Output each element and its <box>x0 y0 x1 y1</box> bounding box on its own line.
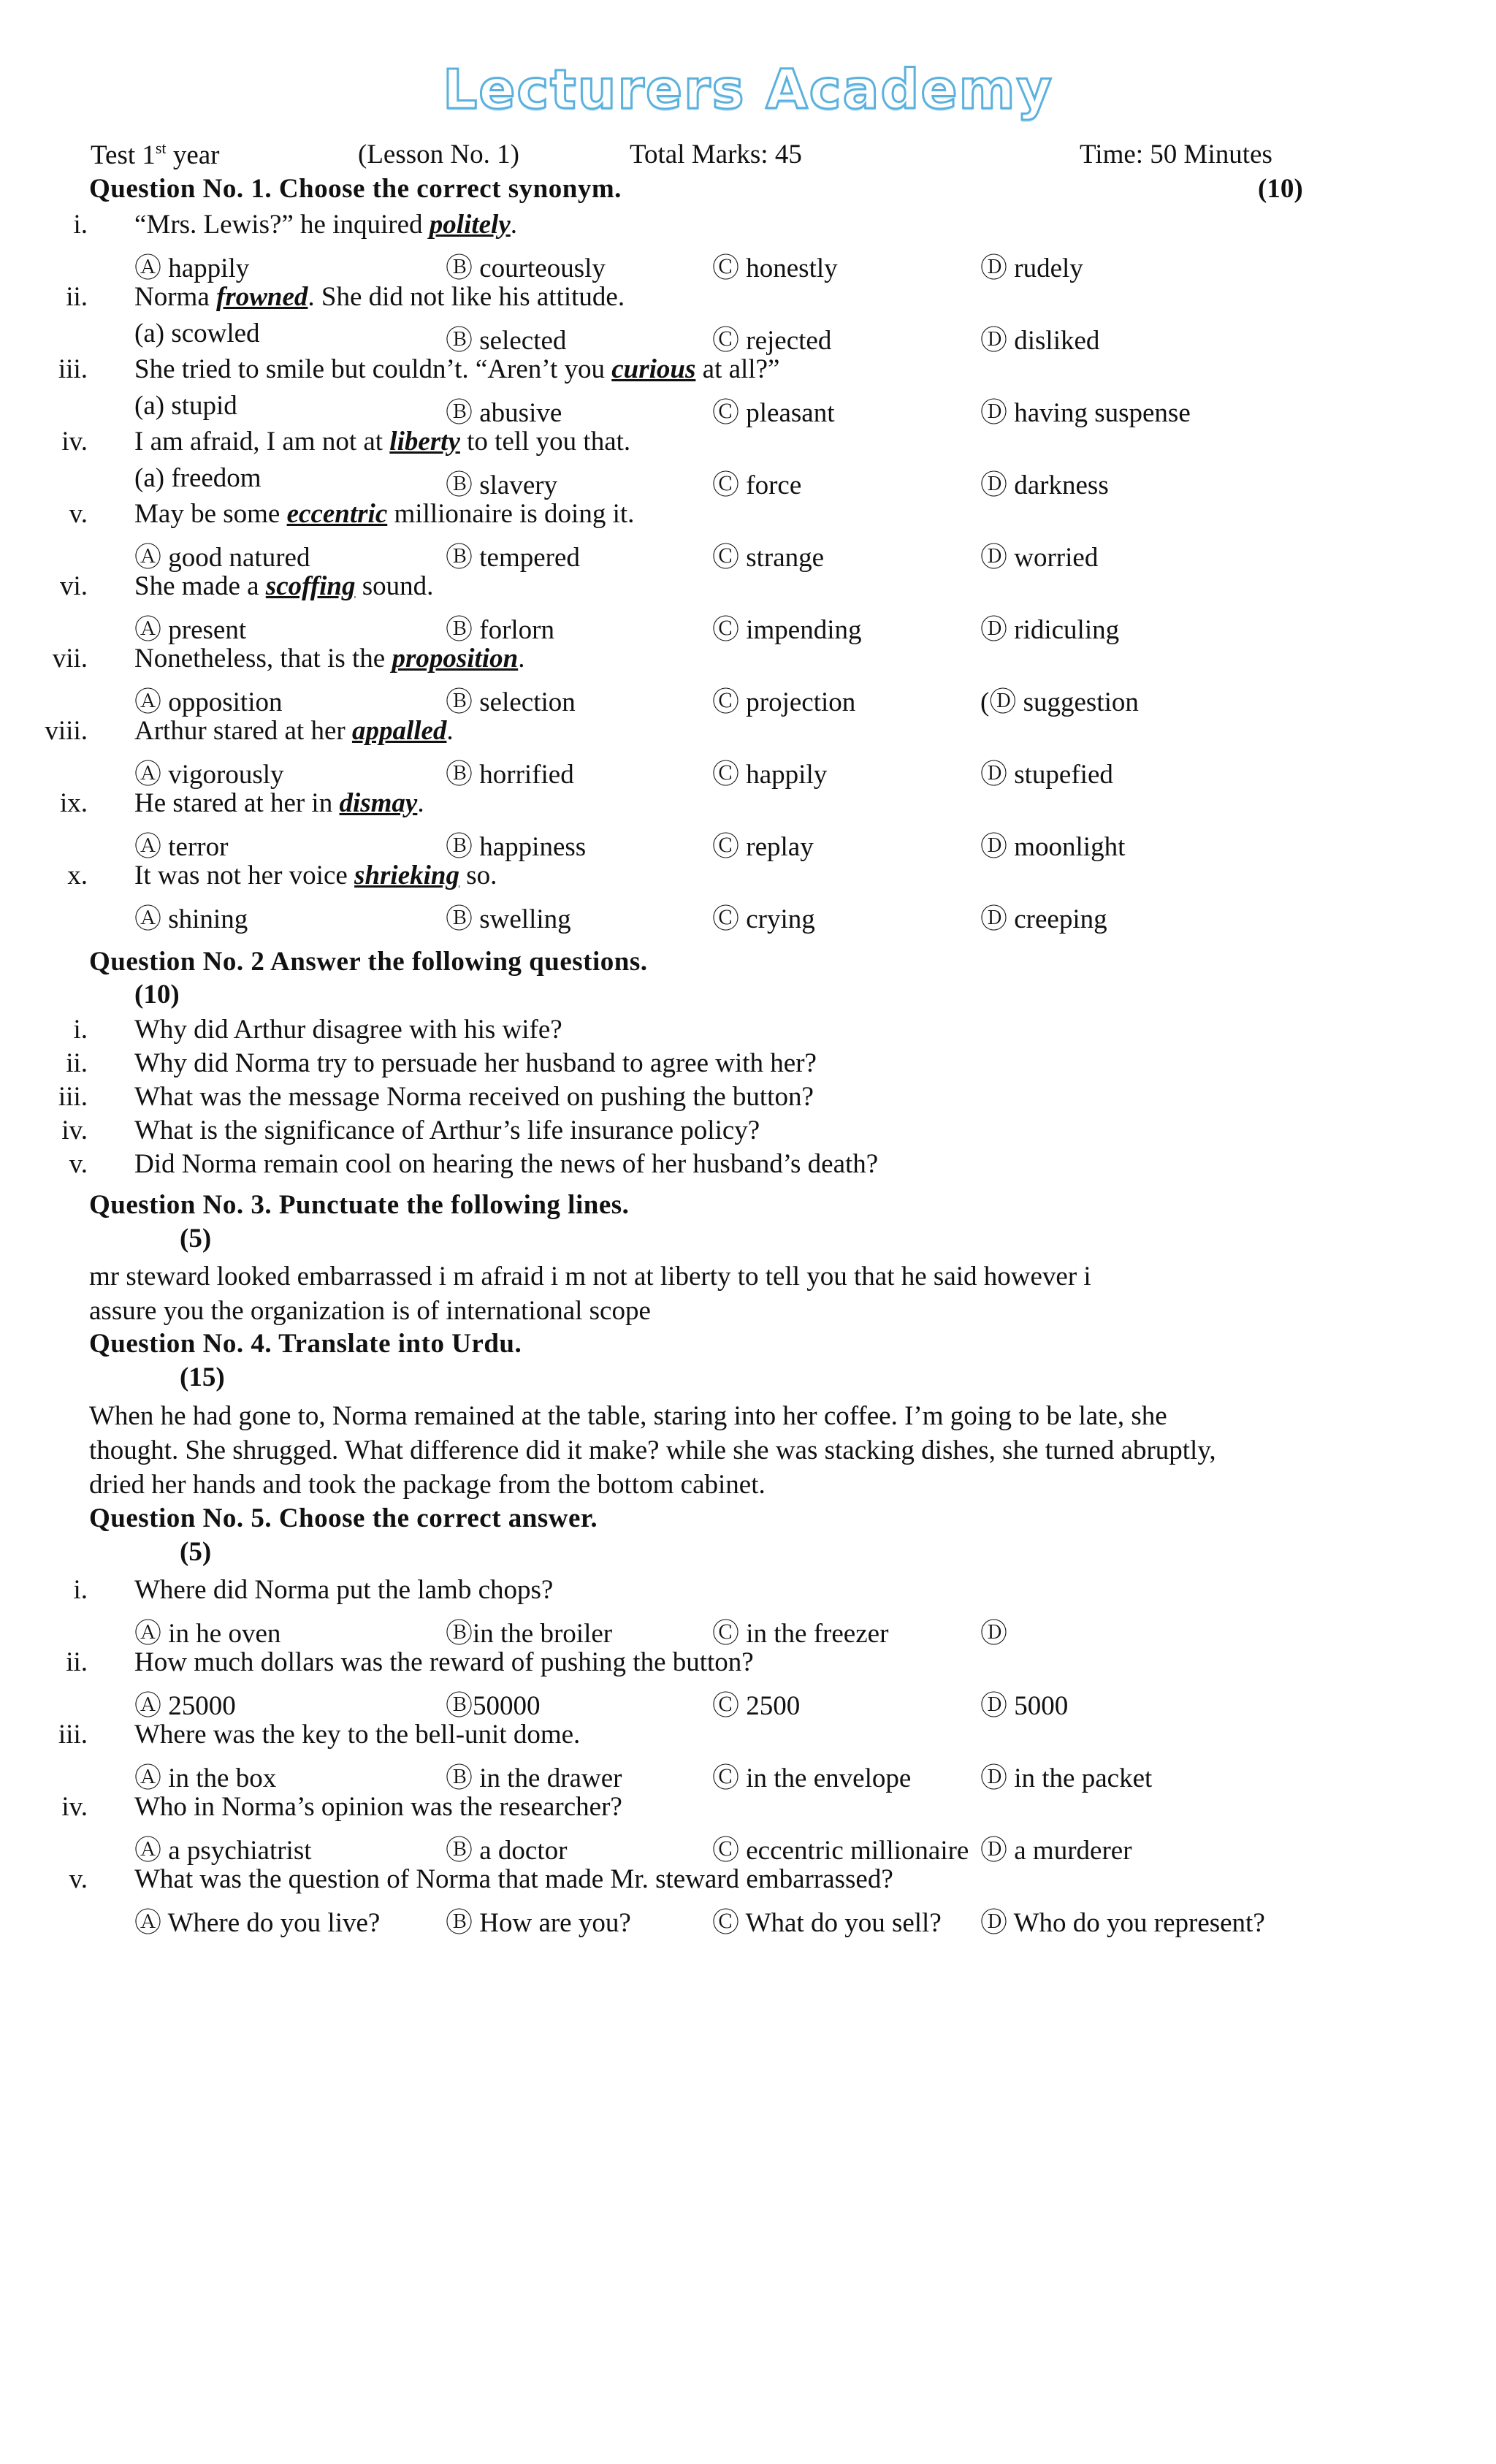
answer-option: Ⓓ disliked <box>980 326 1100 356</box>
question-text-pre: “Mrs. Lewis?” he inquired <box>134 210 430 240</box>
answer-option: Ⓒ happily <box>712 760 828 790</box>
answer-option: Ⓓ rudely <box>980 253 1083 283</box>
question-number: v. <box>69 1864 88 1894</box>
q3-line: assure you the organization is of international scope <box>89 1296 651 1326</box>
answer-option: Ⓑ forlorn <box>446 615 554 645</box>
answer-option: Ⓑ50000 <box>446 1691 541 1721</box>
q2-heading: Question No. 2 Answer the following questions. <box>89 947 648 977</box>
q3-line: mr steward looked embarrassed i m afraid i m not at liberty to tell you that he said however i <box>89 1262 1091 1292</box>
answer-option: Ⓒ What do you sell? <box>712 1908 942 1938</box>
answer-option: Ⓒ force <box>712 470 802 500</box>
answer-option: Ⓐ opposition <box>134 687 283 717</box>
question-text: Did Norma remain cool on hearing the news of her husband’s death? <box>134 1149 879 1179</box>
answer-option: Ⓓ moonlight <box>980 832 1126 862</box>
question-text: How much dollars was the reward of pushing the button? <box>134 1647 754 1677</box>
q1-heading: Question No. 1. Choose the correct synonym. <box>89 174 622 204</box>
question-text <box>134 643 524 674</box>
q3-heading: Question No. 3. Punctuate the following lines. <box>89 1190 630 1220</box>
answer-option: Ⓓ having suspense <box>980 398 1191 428</box>
question-text-post: sound. <box>355 571 434 601</box>
answer-option: (a) freedom <box>134 463 262 493</box>
question-number: ii. <box>66 282 88 312</box>
question-text-post: . <box>510 210 518 240</box>
question-number: iii. <box>58 1082 88 1112</box>
question-number: ii. <box>66 1647 88 1677</box>
keyword: curious <box>611 354 696 384</box>
question-text-post: . <box>446 716 454 746</box>
keyword: proposition <box>392 644 519 674</box>
question-text-pre: She tried to smile but couldn’t. “Aren’t you <box>134 354 612 384</box>
question-number: vi. <box>59 571 88 601</box>
answer-option: Ⓑ selected <box>446 326 567 356</box>
q4-line: When he had gone to, Norma remained at the table, staring into her coffee. I’m going to be late, she <box>89 1401 1167 1431</box>
question-text-post: . <box>417 788 424 818</box>
answer-option: Ⓓ Who do you represent? <box>980 1908 1265 1938</box>
answer-option: Ⓒ eccentric millionaire <box>712 1836 969 1866</box>
answer-option: Ⓓ creeping <box>980 904 1107 934</box>
question-number: iv. <box>61 1792 88 1822</box>
question-text-post: . She did not like his attitude. <box>308 282 625 312</box>
answer-option: Ⓓ in the packet <box>980 1763 1153 1793</box>
question-number: iii. <box>58 354 88 384</box>
question-number: v. <box>69 1149 88 1179</box>
question-text: Why did Arthur disagree with his wife? <box>134 1015 562 1045</box>
question-text: Where was the key to the bell-unit dome. <box>134 1720 581 1750</box>
answer-option: (a) scowled <box>134 319 260 348</box>
question-text <box>134 498 634 530</box>
answer-option: Ⓑ courteously <box>446 253 606 283</box>
keyword: frowned <box>216 282 308 312</box>
answer-option: Ⓒ projection <box>712 687 856 717</box>
question-number: i. <box>73 1575 88 1605</box>
time-limit: Time: 50 Minutes <box>1080 140 1272 169</box>
question-text: Where did Norma put the lamb chops? <box>134 1575 554 1605</box>
question-number: iii. <box>58 1720 88 1750</box>
answer-option: Ⓓ <box>980 1619 1007 1649</box>
answer-option: Ⓐ terror <box>134 832 229 862</box>
question-text-pre: Nonetheless, that is the <box>134 644 392 674</box>
question-text <box>134 787 424 819</box>
answer-option: Ⓐ in he oven <box>134 1619 281 1649</box>
answer-option: (Ⓓ suggestion <box>980 687 1139 717</box>
question-text-post: at all?” <box>695 354 780 384</box>
question-text: What is the significance of Arthur’s life insurance policy? <box>134 1115 760 1145</box>
answer-option: Ⓓ worried <box>980 543 1099 573</box>
answer-option: Ⓑ abusive <box>446 398 562 428</box>
keyword: politely <box>429 210 511 240</box>
q4-heading: Question No. 4. Translate into Urdu. <box>89 1329 522 1359</box>
question-number: i. <box>73 210 88 240</box>
total-marks: Total Marks: 45 <box>630 140 802 169</box>
keyword: appalled <box>351 716 447 746</box>
question-text: What was the message Norma received on pushing the button? <box>134 1082 814 1112</box>
keyword: eccentric <box>286 499 388 529</box>
question-text-pre: She made a <box>134 571 266 601</box>
answer-option: Ⓐ good natured <box>134 543 310 573</box>
question-number: i. <box>73 1015 88 1045</box>
question-text: What was the question of Norma that made Mr. steward embarrassed? <box>134 1864 893 1894</box>
question-number: x. <box>67 861 88 890</box>
keyword: liberty <box>389 427 460 457</box>
question-number: iv. <box>61 1115 88 1145</box>
answer-option: Ⓐ in the box <box>134 1763 277 1793</box>
q5-marks: (5) <box>180 1537 212 1567</box>
question-text-pre: May be some <box>134 499 287 529</box>
answer-option: Ⓐ present <box>134 615 247 645</box>
question-text <box>134 426 630 457</box>
academy-logo-title: Lecturers Academy <box>443 58 1053 121</box>
question-number: viii. <box>45 716 88 746</box>
question-text <box>134 209 517 240</box>
question-text <box>134 571 433 602</box>
q5-heading: Question No. 5. Choose the correct answer. <box>89 1503 598 1533</box>
answer-option: Ⓐ a psychiatrist <box>134 1836 312 1866</box>
keyword: scoffing <box>265 571 356 601</box>
answer-option: Ⓒ impending <box>712 615 862 645</box>
question-text <box>134 860 497 891</box>
answer-option: Ⓒ rejected <box>712 326 832 356</box>
answer-option: Ⓑ swelling <box>446 904 571 934</box>
lesson-number: (Lesson No. 1) <box>358 140 519 169</box>
answer-option: Ⓓ ridiculing <box>980 615 1120 645</box>
q2-marks: (10) <box>134 980 180 1010</box>
answer-option: Ⓓ darkness <box>980 470 1109 500</box>
answer-option: Ⓐ Where do you live? <box>134 1908 381 1938</box>
question-text-post: millionaire is doing it. <box>387 499 635 529</box>
answer-option: Ⓒ honestly <box>712 253 838 283</box>
question-text-post: so. <box>459 861 497 890</box>
answer-option: Ⓑ slavery <box>446 470 558 500</box>
q4-marks: (15) <box>180 1362 225 1392</box>
answer-option: Ⓐ 25000 <box>134 1691 236 1721</box>
answer-option: Ⓓ a murderer <box>980 1836 1132 1866</box>
answer-option: Ⓒ replay <box>712 832 814 862</box>
question-number: ix. <box>59 788 88 818</box>
q4-line: thought. She shrugged. What difference did it make? while she was stacking dishes, she turned abruptly, <box>89 1435 1216 1465</box>
question-text-post: . <box>518 644 525 674</box>
q4-line: dried her hands and took the package from the bottom cabinet. <box>89 1470 766 1500</box>
answer-option: Ⓑ How are you? <box>446 1908 631 1938</box>
answer-option: Ⓒ in the freezer <box>712 1619 889 1649</box>
answer-option: Ⓑ tempered <box>446 543 580 573</box>
answer-option: Ⓓ 5000 <box>980 1691 1069 1721</box>
answer-option: Ⓑin the broiler <box>446 1619 613 1649</box>
question-text: Why did Norma try to persuade her husband to agree with her? <box>134 1048 817 1078</box>
answer-option: Ⓒ pleasant <box>712 398 835 428</box>
answer-option: Ⓓ stupefied <box>980 760 1113 790</box>
answer-option: Ⓐ shining <box>134 904 248 934</box>
question-text-pre: It was not her voice <box>134 861 355 890</box>
question-number: ii. <box>66 1048 88 1078</box>
answer-option: Ⓒ strange <box>712 543 825 573</box>
question-text <box>134 354 779 385</box>
question-number: iv. <box>61 427 88 457</box>
q1-marks: (10) <box>1258 174 1303 204</box>
answer-option: (a) stupid <box>134 391 237 421</box>
question-text-pre: Norma <box>134 282 216 312</box>
answer-option: Ⓑ horrified <box>446 760 574 790</box>
question-text-pre: He stared at her in <box>134 788 340 818</box>
test-year: Test 1st year <box>91 139 220 170</box>
question-text-pre: Arthur stared at her <box>134 716 352 746</box>
question-text <box>134 715 454 747</box>
question-number: vii. <box>52 644 88 674</box>
question-text-post: to tell you that. <box>459 427 631 457</box>
question-number: v. <box>69 499 88 529</box>
q3-marks: (5) <box>180 1224 212 1254</box>
question-text-pre: I am afraid, I am not at <box>134 427 390 457</box>
answer-option: Ⓑ selection <box>446 687 576 717</box>
answer-option: Ⓒ in the envelope <box>712 1763 912 1793</box>
answer-option: Ⓑ in the drawer <box>446 1763 622 1793</box>
answer-option: Ⓐ vigorously <box>134 760 284 790</box>
question-text <box>134 281 625 313</box>
keyword: shrieking <box>354 861 459 890</box>
answer-option: Ⓒ 2500 <box>712 1691 801 1721</box>
answer-option: Ⓑ a doctor <box>446 1836 568 1866</box>
answer-option: Ⓒ crying <box>712 904 815 934</box>
answer-option: Ⓐ happily <box>134 253 250 283</box>
question-text: Who in Norma’s opinion was the researcher? <box>134 1792 622 1822</box>
keyword: dismay <box>339 788 418 818</box>
answer-option: Ⓑ happiness <box>446 832 587 862</box>
